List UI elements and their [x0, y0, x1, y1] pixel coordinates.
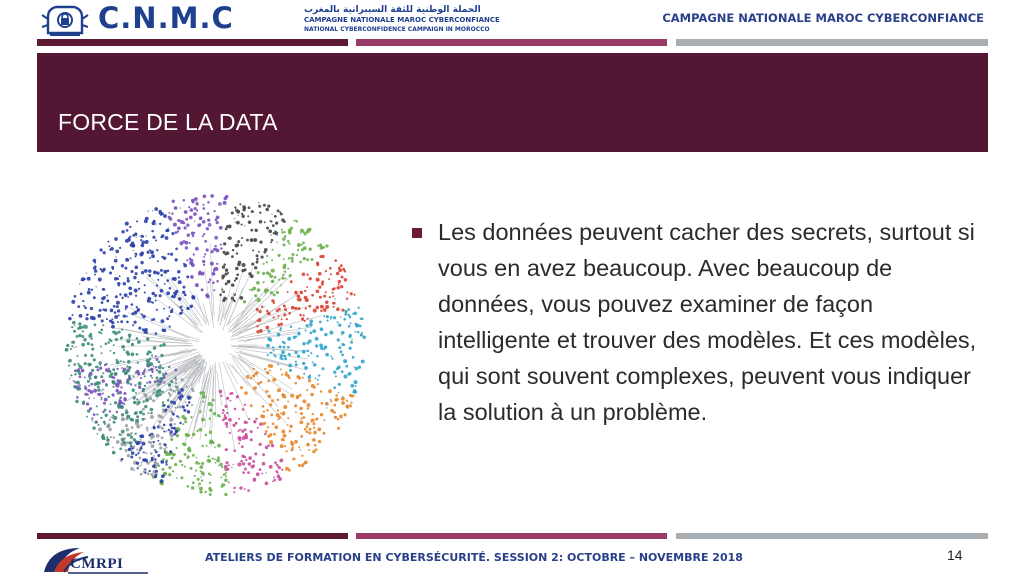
title-banner — [37, 53, 988, 152]
top-divider-segment — [37, 39, 348, 46]
logo-english-line: NATIONAL CYBERCONFIDENCE CAMPAIGN IN MOROCCO — [304, 26, 490, 33]
network-graph-image — [60, 190, 370, 500]
logo-arabic-text: الحملة الوطنية للثقة السيبرانية بالمغرب — [304, 5, 481, 15]
cmrpi-logo — [40, 542, 150, 576]
bullet-square-icon — [412, 228, 422, 238]
cmrpi-logo-text: CMRPI — [70, 556, 124, 572]
bottom-divider-segment — [37, 533, 348, 539]
bottom-divider-segment — [356, 533, 667, 539]
logo-french-line: CAMPAGNE NATIONALE MAROC CYBERCONFIANCE — [304, 16, 500, 24]
top-divider-segment — [356, 39, 667, 46]
bottom-divider-segment — [676, 533, 988, 539]
top-divider-segment — [676, 39, 988, 46]
logo-title: C.N.M.C — [98, 1, 234, 35]
footer-session-text: ATELIERS DE FORMATION EN CYBERSÉCURITÉ. SESSION 2: OCTOBRE – NOVEMBRE 2018 — [205, 551, 743, 564]
slide-title: FORCE DE LA DATA — [58, 109, 278, 135]
bullet-text: Les données peuvent cacher des secrets, surtout si vous en avez beaucoup. Avec beaucoup de données, vous pouvez examiner de façon intelligente et trouver des modèles. Et ces modèles, qui sont souvent complexes, peuvent vous indiquer la solution à un problème. — [438, 219, 977, 425]
page-number: 14 — [947, 547, 963, 563]
campaign-title: CAMPAGNE NATIONALE MAROC CYBERCONFIANCE — [662, 11, 984, 25]
cnmc-logo — [40, 1, 500, 37]
cnmc-emblem-icon — [40, 3, 90, 37]
